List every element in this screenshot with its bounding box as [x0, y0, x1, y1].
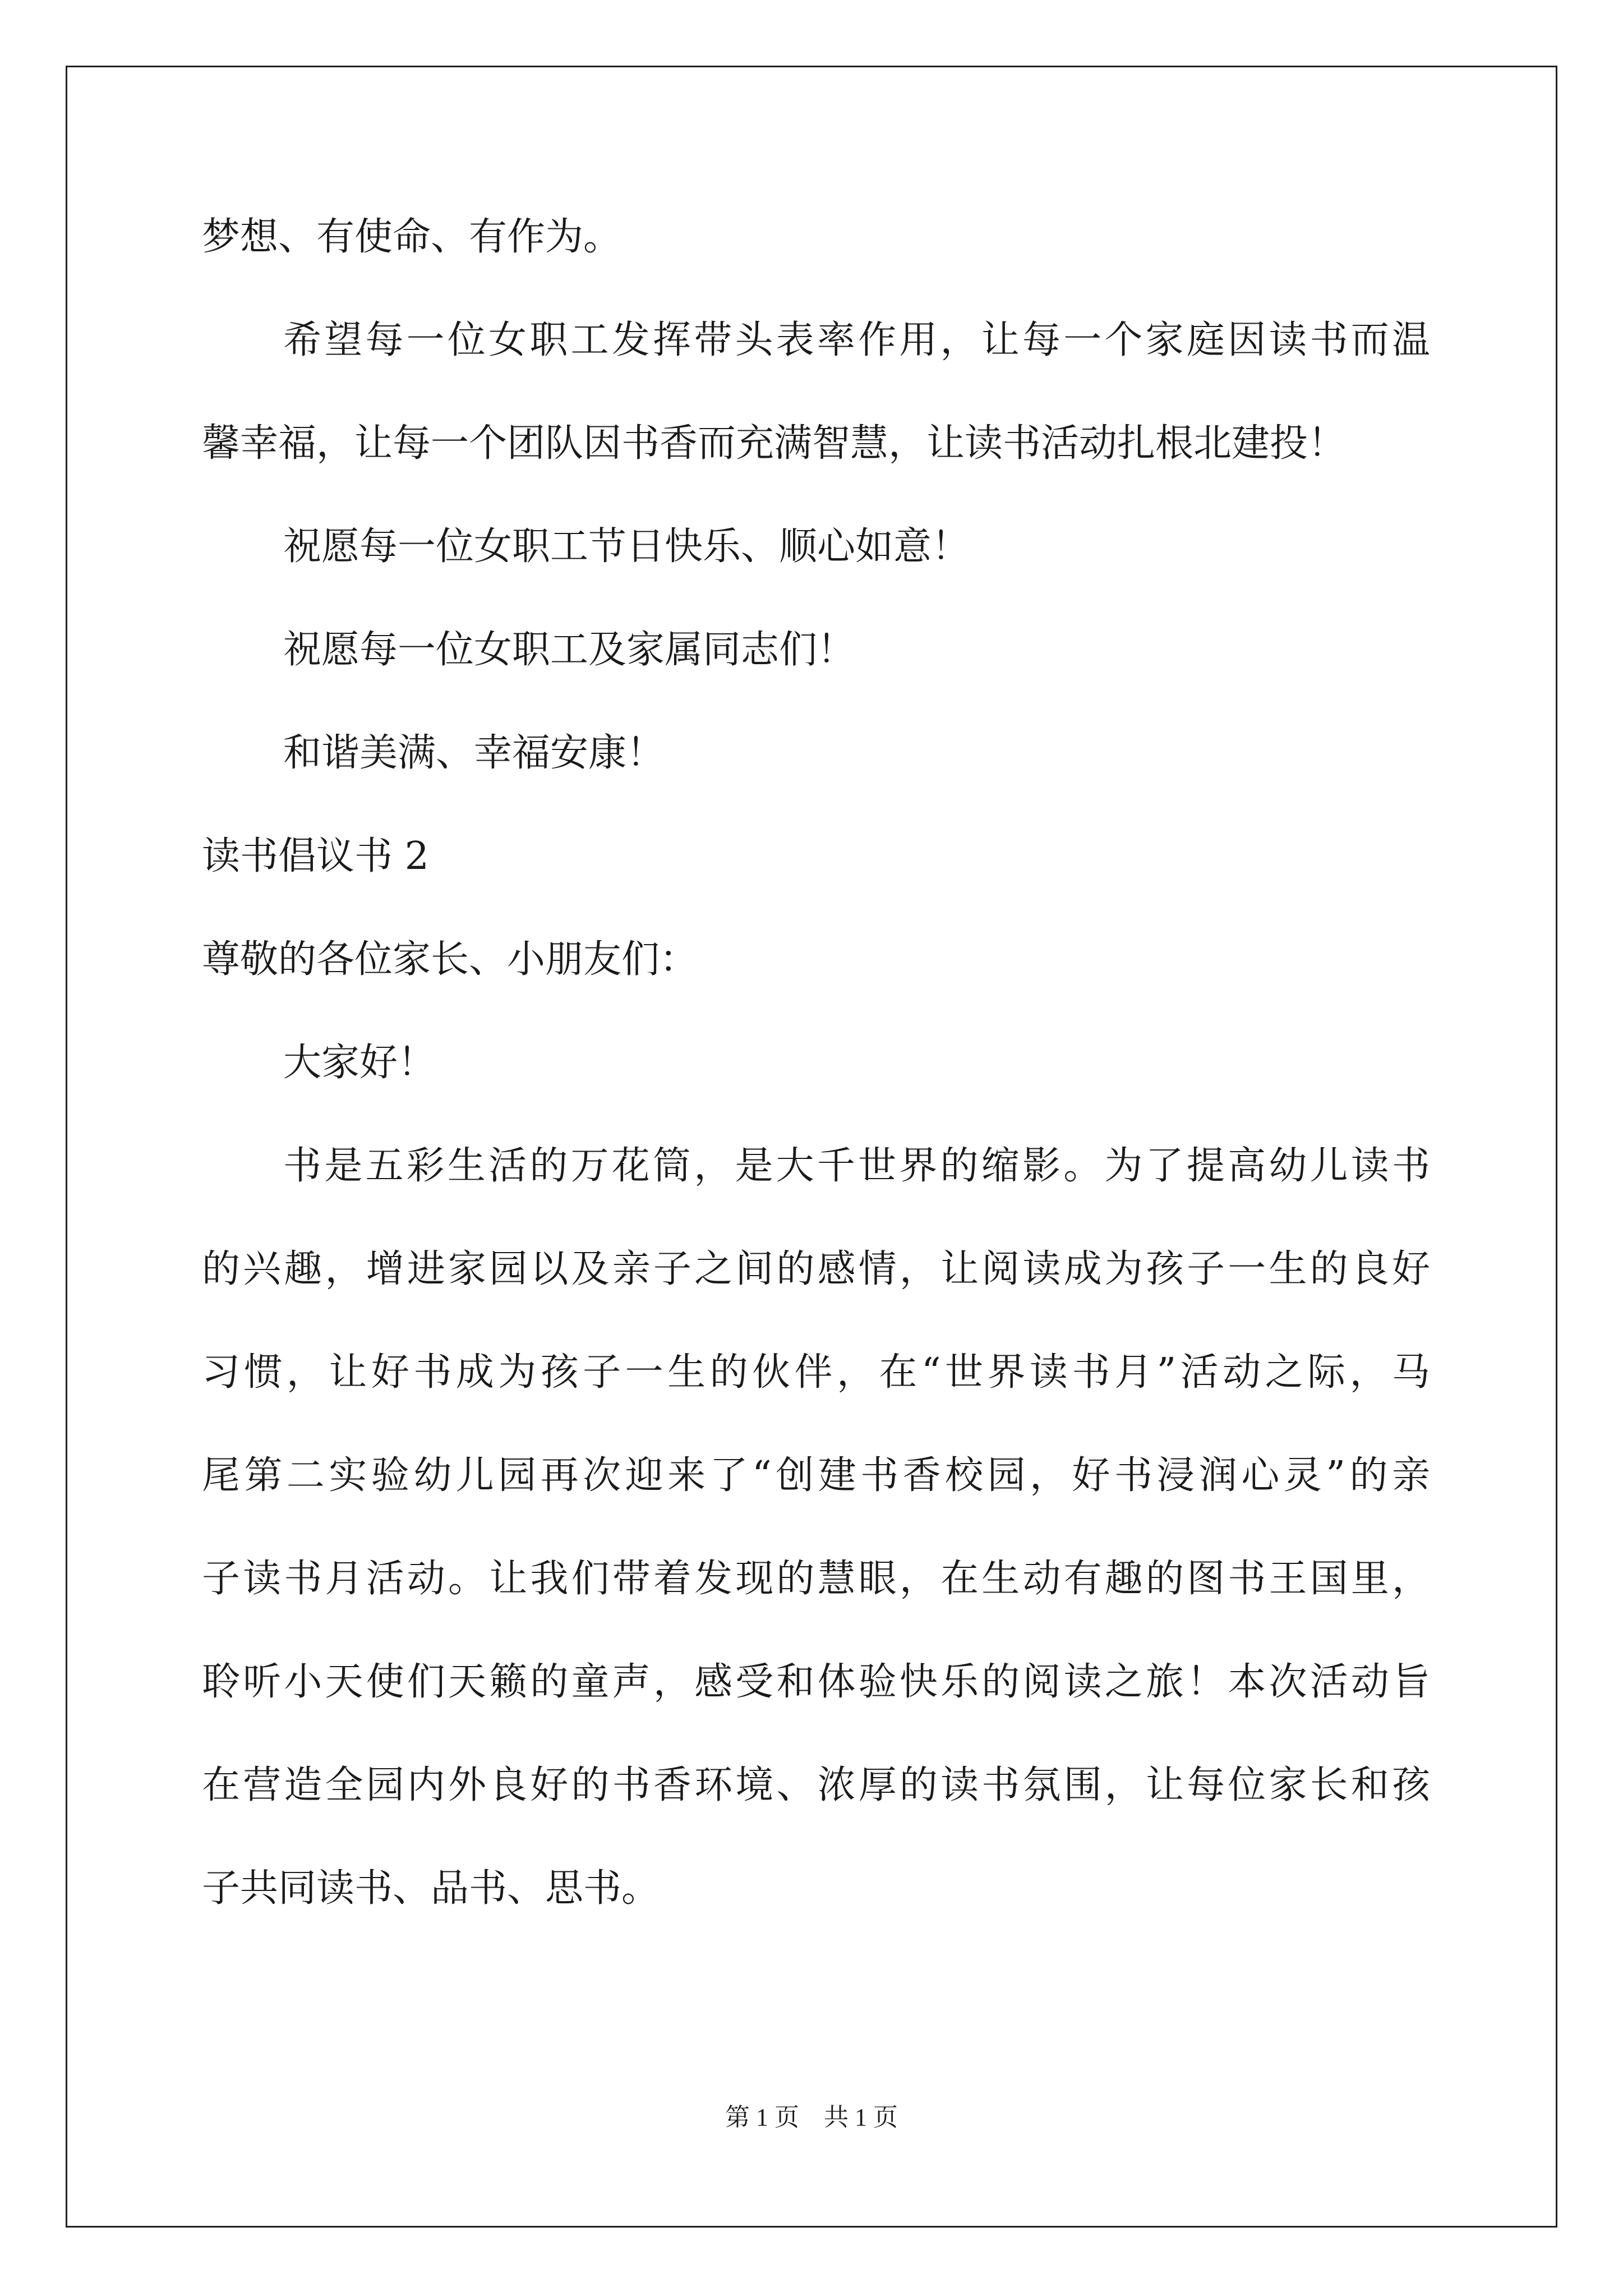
- text-line-6: 和谐美满、幸福安康！: [283, 731, 665, 775]
- salutation: 尊敬的各位家长、小朋友们：: [202, 937, 698, 982]
- text-line-13: 尾第二实验幼儿园再次迎来了“创建书香校园，好书浸润心灵”的亲: [202, 1453, 1430, 1498]
- text-line-16: 在营造全园内外良好的书香环境、浓厚的读书氛围，让每位家长和孩: [202, 1763, 1430, 1807]
- page-number-footer: 第 1 页 共 1 页: [725, 2104, 898, 2131]
- text-line-5: 祝愿每一位女职工及家属同志们！: [283, 628, 856, 672]
- text-line-4: 祝愿每一位女职工节日快乐、顺心如意！: [283, 524, 970, 569]
- text-line-2: 希望每一位女职工发挥带头表率作用，让每一个家庭因读书而温: [283, 318, 1430, 362]
- greeting: 大家好！: [283, 1041, 436, 1085]
- text-line-11: 的兴趣，增进家园以及亲子之间的感情，让阅读成为孩子一生的良好: [202, 1247, 1430, 1291]
- text-line-15: 聆听小天使们天籁的童声，感受和体验快乐的阅读之旅！本次活动旨: [202, 1660, 1430, 1704]
- text-line-14: 子读书月活动。让我们带着发现的慧眼，在生动有趣的图书王国里，: [202, 1557, 1430, 1601]
- document-body: [202, 213, 1430, 1968]
- text-line-1: 梦想、有使命、有作为。: [202, 215, 622, 259]
- text-line-3: 馨幸福，让每一个团队因书香而充满智慧，让读书活动扎根北建投！: [202, 421, 1347, 466]
- text-line-17: 子共同读书、品书、思书。: [202, 1866, 660, 1911]
- section-title: 读书倡议书 2: [202, 834, 429, 878]
- text-line-10: 书是五彩生活的万花筒，是大千世界的缩影。为了提高幼儿读书: [283, 1144, 1430, 1188]
- text-line-12: 习惯，让好书成为孩子一生的伙伴，在“世界读书月”活动之际，马: [202, 1350, 1430, 1395]
